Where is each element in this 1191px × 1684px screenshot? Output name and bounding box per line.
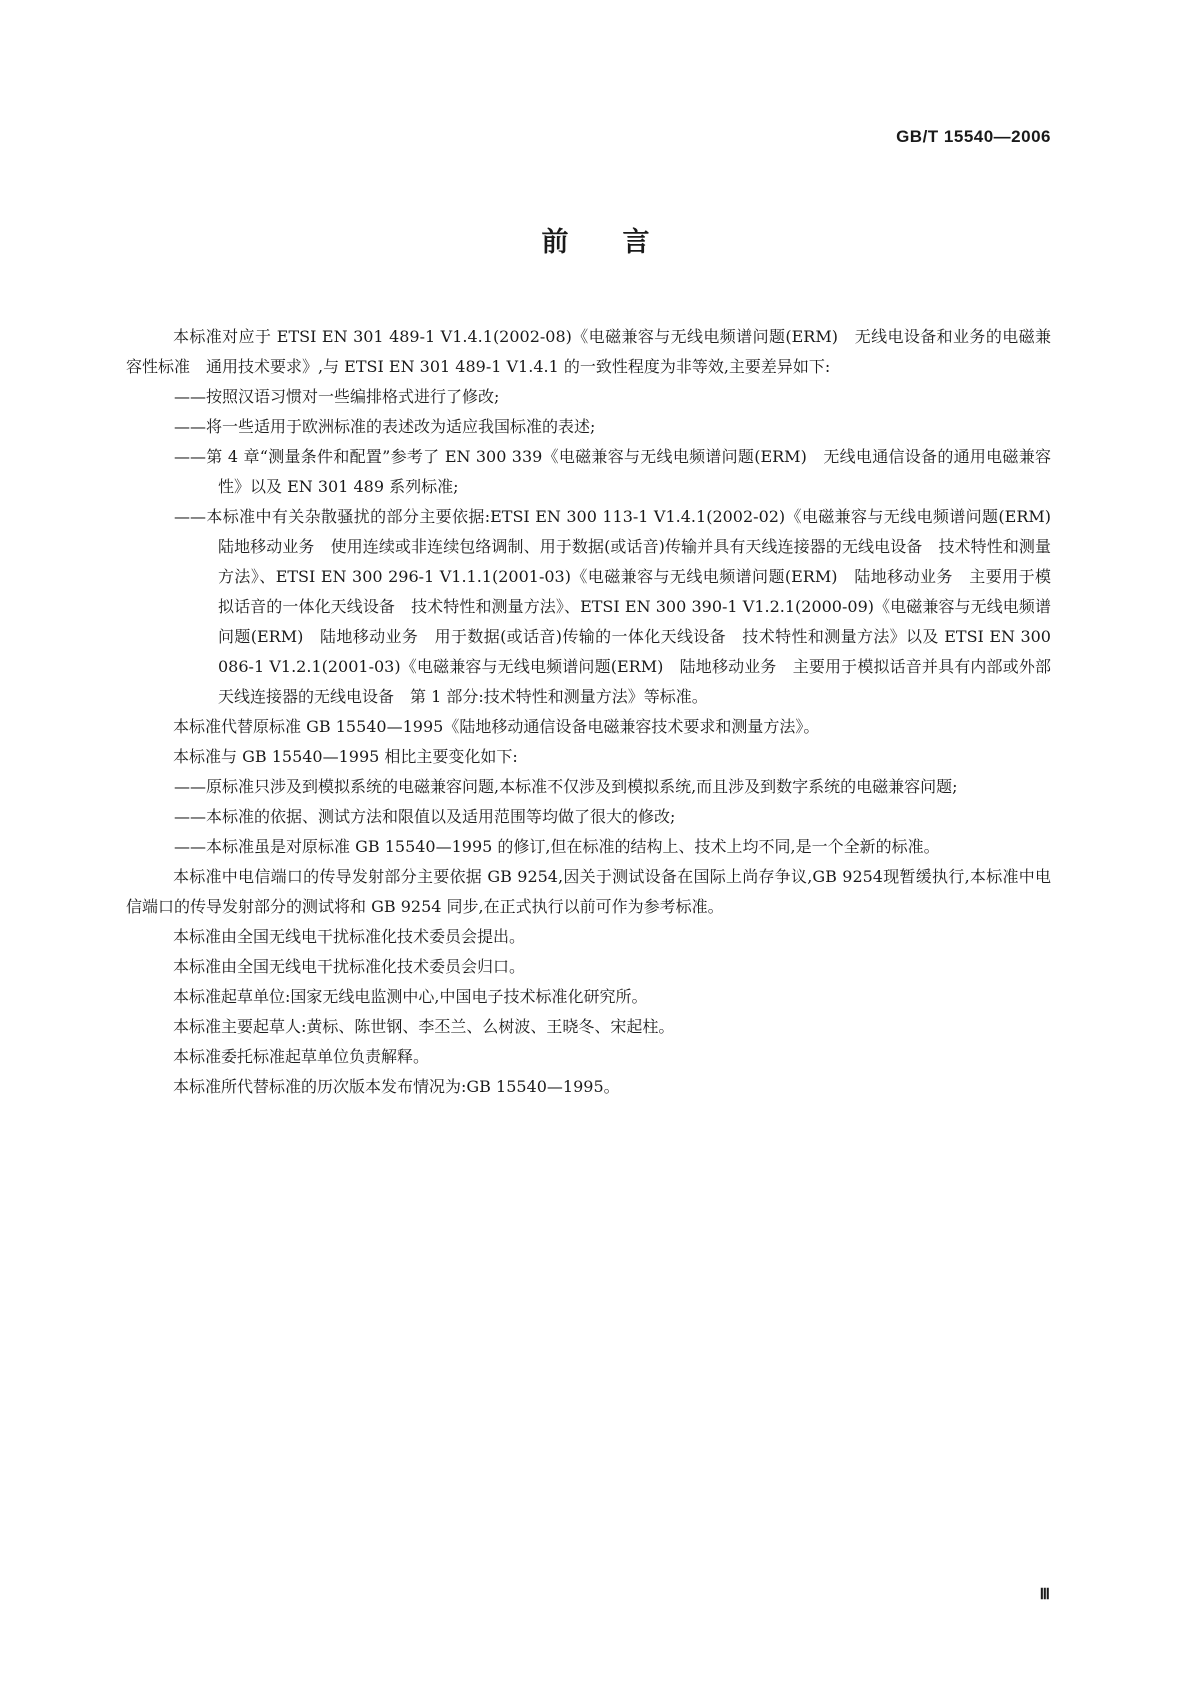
- drafting-units-paragraph: 本标准起草单位:国家无线电监测中心,中国电子技术标准化研究所。: [173, 987, 648, 1006]
- interpretation-paragraph: 本标准委托标准起草单位负责解释。: [173, 1047, 430, 1066]
- version-history-paragraph: 本标准所代替标准的历次版本发布情况为:GB 15540—1995。: [173, 1077, 620, 1096]
- title-char-1: 前: [541, 227, 569, 258]
- difference-item-2: ——将一些适用于欧洲标准的表述改为适应我国标准的表述;: [174, 417, 596, 436]
- page-number: Ⅲ: [1039, 1587, 1050, 1603]
- telecom-port-paragraph: 本标准中电信端口的传导发射部分主要依据 GB 9254,因关于测试设备在国际上尚存争议,GB 9254现暂缓执行,本标准中电信端口的传导发射部分的测试将和 GB 9254 同步,在正式执行以前可作为参考标准。: [126, 867, 1051, 916]
- proposed-by-paragraph: 本标准由全国无线电干扰标准化技术委员会提出。: [173, 927, 526, 946]
- replacement-paragraph: 本标准代替原标准 GB 15540—1995《陆地移动通信设备电磁兼容技术要求和测量方法》。: [173, 717, 820, 736]
- difference-item-3: ——第 4 章“测量条件和配置”参考了 EN 300 339《电磁兼容与无线电频谱问题(ERM) 无线电通信设备的通用电磁兼容性》以及 EN 301 489 系列标准;: [174, 447, 1051, 496]
- page-title: [0, 229, 1191, 256]
- centralized-by-paragraph: 本标准由全国无线电干扰标准化技术委员会归口。: [173, 957, 526, 976]
- changes-intro-paragraph: 本标准与 GB 15540—1995 相比主要变化如下:: [173, 747, 518, 766]
- title-char-2: 言: [622, 227, 650, 258]
- change-item-1: ——原标准只涉及到模拟系统的电磁兼容问题,本标准不仅涉及到模拟系统,而且涉及到数字系统的电磁兼容问题;: [174, 777, 958, 796]
- intro-paragraph: 本标准对应于 ETSI EN 301 489-1 V1.4.1(2002-08)《电磁兼容与无线电频谱问题(ERM) 无线电设备和业务的电磁兼容性标准 通用技术要求》,与 ETSI EN 301 489-1 V1.4.1 的一致性程度为非等效,主要差异如下:: [126, 327, 1051, 376]
- change-item-2: ——本标准的依据、测试方法和限值以及适用范围等均做了很大的修改;: [174, 807, 676, 826]
- difference-item-4: ——本标准中有关杂散骚扰的部分主要依据:ETSI EN 300 113-1 V1.4.1(2002-02)《电磁兼容与无线电频谱问题(ERM) 陆地移动业务 使用连续或非连续包络调制、用于数据(或话音)传输并具有天线连接器的无线电设备 技术特性和测量方法》、ETSI EN 300 296-1 V1.1.1(2001-03)《电磁兼容与无线电频谱问题(ERM) 陆地移动业务 主要用于模拟话音的一体化天线设备 技术特性和测量方法》、ETSI EN 300 390-1 V1.2.1(2000-09)《电磁兼容与无线电频谱问题(ERM) 陆地移动业务 用于数据(或话音)传输的一体化天线设备 技术特性和测量方法》以及 ETSI EN 300 086-1 V1.2.1(2001-03)《电磁兼容与无线电频谱问题(ERM) 陆地移动业务 主要用于模拟话音并具有内部或外部天线连接器的无线电设备 第 1 部分:技术特性和测量方法》等标准。: [174, 507, 1068, 706]
- drafters-paragraph: 本标准主要起草人:黄标、陈世钢、李丕兰、么树波、王晓冬、宋起柱。: [173, 1017, 675, 1036]
- standard-number: GB/T 15540—2006: [896, 127, 1051, 146]
- change-item-3: ——本标准虽是对原标准 GB 15540—1995 的修订,但在标准的结构上、技术上均不同,是一个全新的标准。: [174, 837, 940, 856]
- document-body: [126, 322, 1068, 1102]
- difference-item-1: ——按照汉语习惯对一些编排格式进行了修改;: [174, 387, 500, 406]
